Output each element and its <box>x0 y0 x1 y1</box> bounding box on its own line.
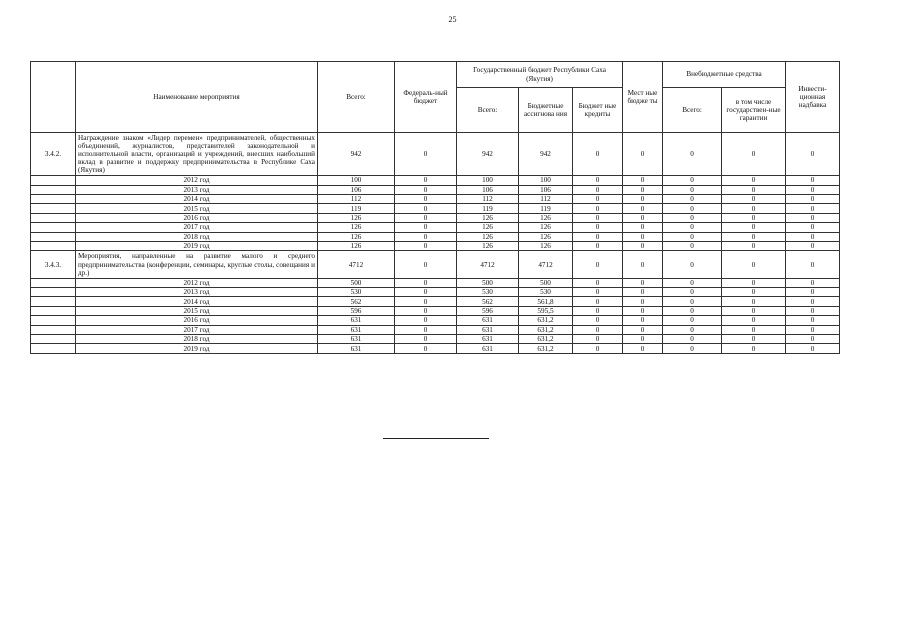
table-cell: 0 <box>573 213 623 222</box>
year-label: 2013 год <box>76 185 318 194</box>
table-cell: 126 <box>519 232 573 241</box>
table-cell: 0 <box>722 242 786 251</box>
table-cell: 112 <box>318 195 395 204</box>
table-cell: 126 <box>457 232 519 241</box>
table-cell: 0 <box>623 306 663 315</box>
header-state-alloc: Бюджетные ассигнова ния <box>519 88 573 133</box>
table-cell: 0 <box>663 306 722 315</box>
empty-cell <box>31 278 76 287</box>
table-cell: 112 <box>457 195 519 204</box>
table-cell: 942 <box>519 133 573 176</box>
empty-cell <box>31 213 76 222</box>
section-number: 3.4.3. <box>31 251 76 278</box>
table-cell: 0 <box>722 316 786 325</box>
table-cell: 0 <box>573 185 623 194</box>
table-cell: 0 <box>663 242 722 251</box>
table-cell: 631 <box>457 334 519 343</box>
table-cell: 530 <box>318 288 395 297</box>
table-cell: 119 <box>457 204 519 213</box>
table-cell: 0 <box>573 176 623 185</box>
table-cell: 562 <box>318 297 395 306</box>
table-cell: 0 <box>623 334 663 343</box>
empty-cell <box>31 195 76 204</box>
table-cell: 0 <box>786 195 840 204</box>
empty-cell <box>31 288 76 297</box>
empty-cell <box>31 185 76 194</box>
table-cell: 0 <box>573 316 623 325</box>
header-name: Наименование мероприятия <box>76 62 318 133</box>
table-cell: 0 <box>722 297 786 306</box>
year-label: 2017 год <box>76 325 318 334</box>
table-row-year <box>31 334 840 343</box>
table-cell: 0 <box>786 133 840 176</box>
year-label: 2012 год <box>76 176 318 185</box>
table-cell: 0 <box>623 344 663 353</box>
table-row-year <box>31 195 840 204</box>
table-cell: 0 <box>722 334 786 343</box>
table-row-year <box>31 213 840 222</box>
section-name: Награждение знаком «Лидер перемен» предпринимателей, общественных объединений, журналистов, представителей законодательной и исполнительной власти, организаций и учреждений, внесших наибольший вклад в развитие и поддержку предпринимательства в Республике Саха (Якутия) <box>76 133 318 176</box>
table-cell: 631 <box>318 334 395 343</box>
table-cell: 0 <box>395 213 457 222</box>
year-label: 2014 год <box>76 297 318 306</box>
table-cell: 0 <box>663 251 722 278</box>
budget-table <box>30 61 840 354</box>
table-cell: 0 <box>623 297 663 306</box>
year-label: 2016 год <box>76 316 318 325</box>
table-cell: 0 <box>395 251 457 278</box>
header-state-credits: Бюджет ные кредиты <box>573 88 623 133</box>
table-cell: 0 <box>786 176 840 185</box>
table-cell: 631 <box>457 325 519 334</box>
table-cell: 0 <box>623 176 663 185</box>
table-cell: 596 <box>318 306 395 315</box>
empty-cell <box>31 204 76 213</box>
table-cell: 4712 <box>457 251 519 278</box>
year-label: 2018 год <box>76 334 318 343</box>
table-cell: 100 <box>318 176 395 185</box>
table-cell: 126 <box>519 242 573 251</box>
empty-cell <box>31 306 76 315</box>
table-cell: 0 <box>395 185 457 194</box>
header-extra: Внебюджетные средства <box>663 62 786 88</box>
table-cell: 0 <box>623 223 663 232</box>
table-cell: 0 <box>663 297 722 306</box>
table-cell: 0 <box>786 232 840 241</box>
table-cell: 0 <box>395 297 457 306</box>
empty-cell <box>31 344 76 353</box>
table-cell: 0 <box>663 223 722 232</box>
table-cell: 0 <box>573 195 623 204</box>
table-cell: 119 <box>318 204 395 213</box>
table-cell: 631 <box>318 325 395 334</box>
table-cell: 0 <box>786 306 840 315</box>
page-number: 25 <box>448 15 457 24</box>
table-cell: 106 <box>519 185 573 194</box>
table-cell: 126 <box>318 242 395 251</box>
table-cell: 0 <box>786 185 840 194</box>
table-cell: 0 <box>722 195 786 204</box>
table-cell: 0 <box>623 242 663 251</box>
empty-cell <box>31 297 76 306</box>
table-cell: 561,8 <box>519 297 573 306</box>
table-cell: 0 <box>786 251 840 278</box>
year-label: 2015 год <box>76 306 318 315</box>
table-cell: 0 <box>663 344 722 353</box>
table-cell: 0 <box>395 223 457 232</box>
table-cell: 100 <box>457 176 519 185</box>
year-label: 2012 год <box>76 278 318 287</box>
table-cell: 0 <box>395 195 457 204</box>
empty-cell <box>31 223 76 232</box>
table-cell: 126 <box>457 223 519 232</box>
table-cell: 0 <box>663 232 722 241</box>
table-cell: 0 <box>573 223 623 232</box>
header-extra-total: Всего: <box>663 88 722 133</box>
header-total: Всего: <box>318 62 395 133</box>
table-cell: 126 <box>318 213 395 222</box>
table-cell: 0 <box>573 325 623 334</box>
year-label: 2015 год <box>76 204 318 213</box>
header-number <box>31 62 76 133</box>
table-row-year <box>31 176 840 185</box>
table-cell: 126 <box>457 242 519 251</box>
table-cell: 0 <box>573 344 623 353</box>
table-cell: 0 <box>573 204 623 213</box>
table-cell: 530 <box>457 288 519 297</box>
table-cell: 112 <box>519 195 573 204</box>
table-cell: 0 <box>573 232 623 241</box>
table-cell: 0 <box>395 316 457 325</box>
year-label: 2016 год <box>76 213 318 222</box>
table-cell: 500 <box>457 278 519 287</box>
table-cell: 0 <box>786 223 840 232</box>
table-cell: 106 <box>457 185 519 194</box>
table-cell: 0 <box>722 278 786 287</box>
table-cell: 0 <box>786 297 840 306</box>
table-cell: 500 <box>519 278 573 287</box>
table-cell: 0 <box>395 325 457 334</box>
table-cell: 0 <box>663 195 722 204</box>
header-state-total: Всего: <box>457 88 519 133</box>
table-cell: 0 <box>623 185 663 194</box>
table-cell: 0 <box>722 306 786 315</box>
table-cell: 0 <box>395 204 457 213</box>
table-cell: 0 <box>786 316 840 325</box>
table-row-year <box>31 344 840 353</box>
table-cell: 0 <box>722 325 786 334</box>
table-cell: 0 <box>786 344 840 353</box>
table-cell: 0 <box>573 297 623 306</box>
table-cell: 0 <box>786 325 840 334</box>
year-label: 2019 год <box>76 242 318 251</box>
table-cell: 0 <box>722 176 786 185</box>
table-cell: 0 <box>395 288 457 297</box>
table-row-year <box>31 306 840 315</box>
table-cell: 0 <box>663 316 722 325</box>
table-cell: 0 <box>573 334 623 343</box>
empty-cell <box>31 242 76 251</box>
table-cell: 631,2 <box>519 334 573 343</box>
table-cell: 126 <box>318 232 395 241</box>
table-cell: 126 <box>519 213 573 222</box>
table-cell: 0 <box>395 306 457 315</box>
table-row-year <box>31 185 840 194</box>
header-state-budget: Государственный бюджет Республики Саха (Якутия) <box>457 62 623 88</box>
footnote-rule <box>383 438 489 439</box>
table-cell: 631,2 <box>519 325 573 334</box>
table-cell: 0 <box>623 232 663 241</box>
section-number: 3.4.2. <box>31 133 76 176</box>
table-cell: 0 <box>722 232 786 241</box>
table-cell: 0 <box>663 325 722 334</box>
table-cell: 0 <box>573 278 623 287</box>
table-cell: 562 <box>457 297 519 306</box>
table-cell: 0 <box>722 344 786 353</box>
year-label: 2017 год <box>76 223 318 232</box>
empty-cell <box>31 176 76 185</box>
table-cell: 631,2 <box>519 316 573 325</box>
empty-cell <box>31 316 76 325</box>
table-cell: 0 <box>623 133 663 176</box>
table-row-year <box>31 278 840 287</box>
table-cell: 0 <box>623 251 663 278</box>
table-cell: 0 <box>623 195 663 204</box>
table-cell: 500 <box>318 278 395 287</box>
table-cell: 0 <box>663 288 722 297</box>
table-cell: 0 <box>722 251 786 278</box>
table-cell: 0 <box>786 204 840 213</box>
table-cell: 0 <box>663 213 722 222</box>
table-row-year <box>31 316 840 325</box>
table-cell: 0 <box>395 133 457 176</box>
section-name: Мероприятия, направленные на развитие малого и среднего предпринимательства (конференции, семинары, круглые столы, совещания и др.) <box>76 251 318 278</box>
table-row-section <box>31 251 840 278</box>
table-cell: 0 <box>573 251 623 278</box>
table-row-year <box>31 297 840 306</box>
table-cell: 530 <box>519 288 573 297</box>
table-cell: 595,5 <box>519 306 573 315</box>
table-header <box>31 62 840 133</box>
table-cell: 0 <box>623 213 663 222</box>
table-cell: 0 <box>722 204 786 213</box>
table-row-year <box>31 288 840 297</box>
table-cell: 4712 <box>318 251 395 278</box>
empty-cell <box>31 334 76 343</box>
year-label: 2019 год <box>76 344 318 353</box>
table-cell: 0 <box>573 288 623 297</box>
header-extra-guarantees: в том числе государствен-ные гарантии <box>722 88 786 133</box>
table-cell: 631 <box>457 344 519 353</box>
table-row-year <box>31 242 840 251</box>
table-cell: 0 <box>663 185 722 194</box>
year-label: 2014 год <box>76 195 318 204</box>
table-cell: 0 <box>395 278 457 287</box>
table-cell: 100 <box>519 176 573 185</box>
table-cell: 0 <box>722 288 786 297</box>
table-cell: 0 <box>573 306 623 315</box>
table-cell: 0 <box>395 344 457 353</box>
table-cell: 0 <box>623 278 663 287</box>
empty-cell <box>31 232 76 241</box>
header-invest: Инвести-ционная надбавка <box>786 62 840 133</box>
table-cell: 0 <box>786 288 840 297</box>
table-row-year <box>31 325 840 334</box>
table-cell: 631 <box>318 316 395 325</box>
table-cell: 0 <box>573 242 623 251</box>
table-cell: 0 <box>395 176 457 185</box>
table-cell: 126 <box>519 223 573 232</box>
table-cell: 0 <box>722 185 786 194</box>
table-cell: 0 <box>663 204 722 213</box>
table-cell: 0 <box>623 316 663 325</box>
table-cell: 0 <box>573 133 623 176</box>
table-cell: 126 <box>457 213 519 222</box>
table-cell: 0 <box>663 278 722 287</box>
table-cell: 0 <box>663 334 722 343</box>
table-cell: 0 <box>722 223 786 232</box>
table-cell: 596 <box>457 306 519 315</box>
table-cell: 0 <box>395 334 457 343</box>
table-cell: 0 <box>623 288 663 297</box>
table-cell: 631 <box>318 344 395 353</box>
table-cell: 0 <box>623 325 663 334</box>
table-cell: 0 <box>722 133 786 176</box>
table-cell: 0 <box>722 213 786 222</box>
table-cell: 0 <box>786 334 840 343</box>
year-label: 2013 год <box>76 288 318 297</box>
table-body <box>31 133 840 354</box>
table-row-year <box>31 204 840 213</box>
table-cell: 4712 <box>519 251 573 278</box>
table-cell: 631 <box>457 316 519 325</box>
table-cell: 631,2 <box>519 344 573 353</box>
table-cell: 942 <box>457 133 519 176</box>
table-cell: 0 <box>663 176 722 185</box>
year-label: 2018 год <box>76 232 318 241</box>
table-cell: 0 <box>395 242 457 251</box>
table-cell: 0 <box>623 204 663 213</box>
table-cell: 0 <box>786 213 840 222</box>
table-cell: 0 <box>395 232 457 241</box>
table-row-year <box>31 232 840 241</box>
table-cell: 0 <box>786 278 840 287</box>
empty-cell <box>31 325 76 334</box>
table-row-year <box>31 223 840 232</box>
table-cell: 0 <box>663 133 722 176</box>
table-cell: 0 <box>786 242 840 251</box>
table-cell: 106 <box>318 185 395 194</box>
header-federal: Федераль-ный бюджет <box>395 62 457 133</box>
table-cell: 126 <box>318 223 395 232</box>
table-cell: 119 <box>519 204 573 213</box>
table-cell: 942 <box>318 133 395 176</box>
table-row-section <box>31 133 840 176</box>
header-local: Мест ные бюдже ты <box>623 62 663 133</box>
